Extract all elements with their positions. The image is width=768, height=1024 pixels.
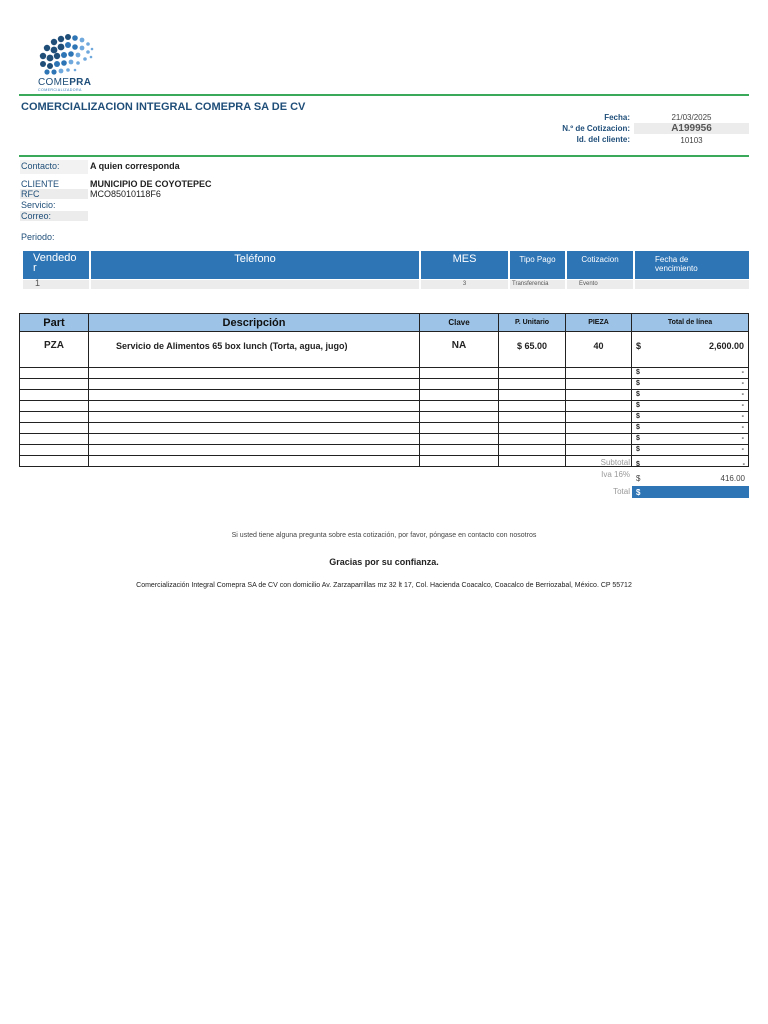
clave-header: Clave <box>420 314 499 332</box>
correo-label: Correo: <box>21 211 52 221</box>
contact-note: Si usted tiene alguna pregunta sobre esta cotización, por favor, póngase en contacto con nosotros <box>231 532 537 539</box>
logo-wordmark <box>38 77 91 88</box>
mes-header: MES <box>421 251 508 279</box>
cliente-value: MUNICIPIO DE COYOTEPEC <box>90 179 212 189</box>
cliente-label: CLIENTE <box>21 179 60 189</box>
empty-total-cell: $ - <box>632 401 749 412</box>
thanks-message: Gracias por su confianza. <box>329 557 439 567</box>
mid-rule <box>19 155 749 157</box>
logo-name-bold: PRA <box>69 77 92 88</box>
iva-label: Iva 16% <box>601 470 630 479</box>
unitario-header: P. Unitario <box>499 314 566 332</box>
company-name: COMERCIALIZACION INTEGRAL COMEPRA SA DE CV <box>21 101 306 113</box>
subtotal-label: Subtotal <box>600 458 630 467</box>
table-row <box>20 423 749 434</box>
contacto-label: Contacto: <box>21 161 60 171</box>
iva-value: $ 416.00 <box>636 474 745 483</box>
cotizacion-cell: Evento <box>567 280 633 289</box>
cotizacion-number-label: N.º de Cotizacion: <box>562 124 630 133</box>
table-row <box>20 379 749 390</box>
descripcion-header: Descripción <box>89 314 420 332</box>
vendedor-cell: 1 <box>23 280 89 289</box>
vencimiento-cell <box>635 280 749 289</box>
items-table <box>19 313 749 467</box>
table-row <box>20 434 749 445</box>
rfc-label: RFC <box>21 189 40 199</box>
subtotal-value: $ - <box>636 461 745 468</box>
table-row <box>20 332 749 368</box>
table-row <box>20 401 749 412</box>
telefono-cell <box>91 280 419 289</box>
client-id-label: Id. del cliente: <box>576 135 630 144</box>
empty-total-cell: $ - <box>632 368 749 379</box>
cotizacion-number-value: A199956 <box>634 123 749 134</box>
vencimiento-header: Fecha de vencimiento <box>635 251 749 279</box>
periodo-label: Periodo: <box>21 232 55 242</box>
logo-tagline: COMERCIALIZADORA <box>38 88 82 92</box>
tipo-pago-header: Tipo Pago <box>510 251 565 279</box>
empty-total-cell: $ - <box>632 445 749 456</box>
contacto-value: A quien corresponda <box>90 161 180 171</box>
item-part: PZA <box>20 332 89 368</box>
part-header: Part <box>20 314 89 332</box>
top-rule <box>19 94 749 96</box>
table-row <box>20 390 749 401</box>
item-total-value: 2,600.00 <box>708 341 744 351</box>
vendedor-header: Vendedo r <box>23 251 89 279</box>
company-logo <box>30 30 102 94</box>
item-currency: $ <box>636 341 642 351</box>
rfc-value: MCO85010118F6 <box>90 189 161 199</box>
empty-total-cell: $ - <box>632 390 749 401</box>
logo-dots-icon <box>30 30 102 78</box>
servicio-label: Servicio: <box>21 200 56 210</box>
item-clave: NA <box>420 332 499 368</box>
mes-cell: 3 <box>421 280 508 289</box>
total-label: Total <box>613 487 630 496</box>
empty-total-cell: $ - <box>632 379 749 390</box>
tipo-pago-cell: Transferencia <box>510 280 565 289</box>
items-header-row <box>20 314 749 332</box>
item-descripcion: Servicio de Alimentos 65 box lunch (Torta, agua, jugo) <box>89 332 420 368</box>
item-pieza: 40 <box>566 332 632 368</box>
client-id-value: 10103 <box>680 136 703 145</box>
empty-total-cell: $ - <box>632 434 749 445</box>
item-unitario: $ 65.00 <box>499 332 566 368</box>
telefono-header: Teléfono <box>91 251 419 279</box>
total-value: $ <box>632 486 749 498</box>
empty-total-cell: $ - <box>632 423 749 434</box>
table-row <box>20 412 749 423</box>
pieza-header: PIEZA <box>566 314 632 332</box>
table-row <box>20 368 749 379</box>
item-total <box>632 332 749 368</box>
logo-name-light: COME <box>38 77 70 88</box>
cotizacion-header: Cotizacion <box>567 251 633 279</box>
fecha-value: 21/03/2025 <box>671 113 712 122</box>
table-row <box>20 445 749 456</box>
total-header: Total de línea <box>632 314 749 332</box>
fecha-label: Fecha: <box>604 113 630 122</box>
company-address: Comercialización Integral Comepra SA de CV con domicilio Av. Zarzaparrillas mz 32 lt 17, Col. Hacienda Coacalco, Coacalco de Berriozabal, México. CP 55712 <box>136 582 632 589</box>
empty-total-cell: $ - <box>632 412 749 423</box>
